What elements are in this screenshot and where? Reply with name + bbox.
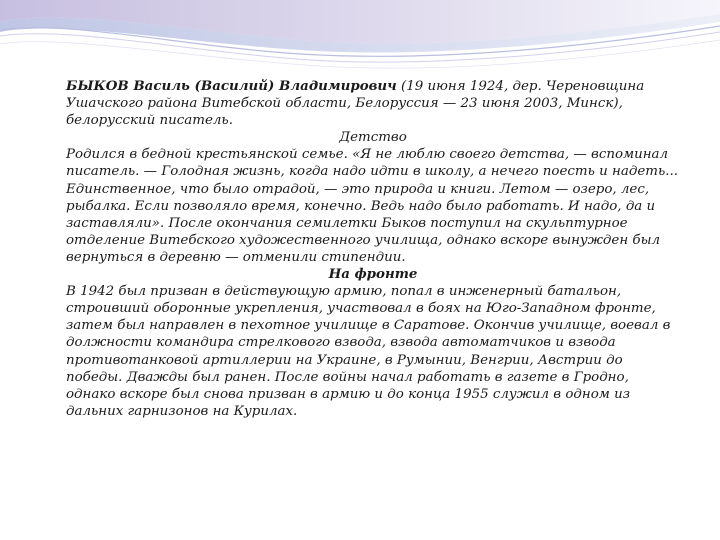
intro-paragraph bbox=[66, 78, 680, 129]
intro-text: (19 июня 1924, дер. Череновщина Ушачского района Витебской области, Белоруссия — 23 июня 2003, Минск), белорусский писатель. bbox=[66, 79, 645, 129]
section-heading-front: На фронте bbox=[328, 266, 418, 283]
section-heading-childhood: Детство bbox=[339, 130, 407, 146]
section-text-childhood: Родился в бедной крестьянской семье. «Я не люблю своего детства, — вспоминал писатель. — Голодная жизнь, когда надо идти в школу, а нечего поесть и надеть... Единственное, что было отрадой, — это природа и книги. Летом — озеро, лес, рыбалка. Если позволяло время, конечно. Ведь надо было работать. И надо, да и заставляли». После окончания семилетки Быков поступил на скульптурное отделение Витебского художественного училища, однако вскоре вынужден был вернуться в деревню — отменили стипендии. bbox=[66, 147, 679, 265]
header-wave-decoration bbox=[0, 0, 720, 80]
section-text-front: В 1942 был призван в действующую армию, попал в инженерный батальон, строивший оборонные укрепления, участвовал в боях на Юго-Западном фронте, затем был направлен в пехотное училище в Саратове. Окончив училище, воевал в должности командира стрелкового взвода, взвода автоматчиков и взвода противотанковой артиллерии на Украине, в Румынии, Венгрии, Австрии до победы. Дважды был ранен. После войны начал работать в газете в Гродно, однако вскоре был снова призван в армию и до конца 1955 служил в одном из дальних гарнизонов на Курилах. bbox=[66, 284, 671, 419]
author-name: БЫКОВ Василь (Василий) Владимирович bbox=[66, 78, 397, 94]
biography-text bbox=[66, 78, 680, 420]
